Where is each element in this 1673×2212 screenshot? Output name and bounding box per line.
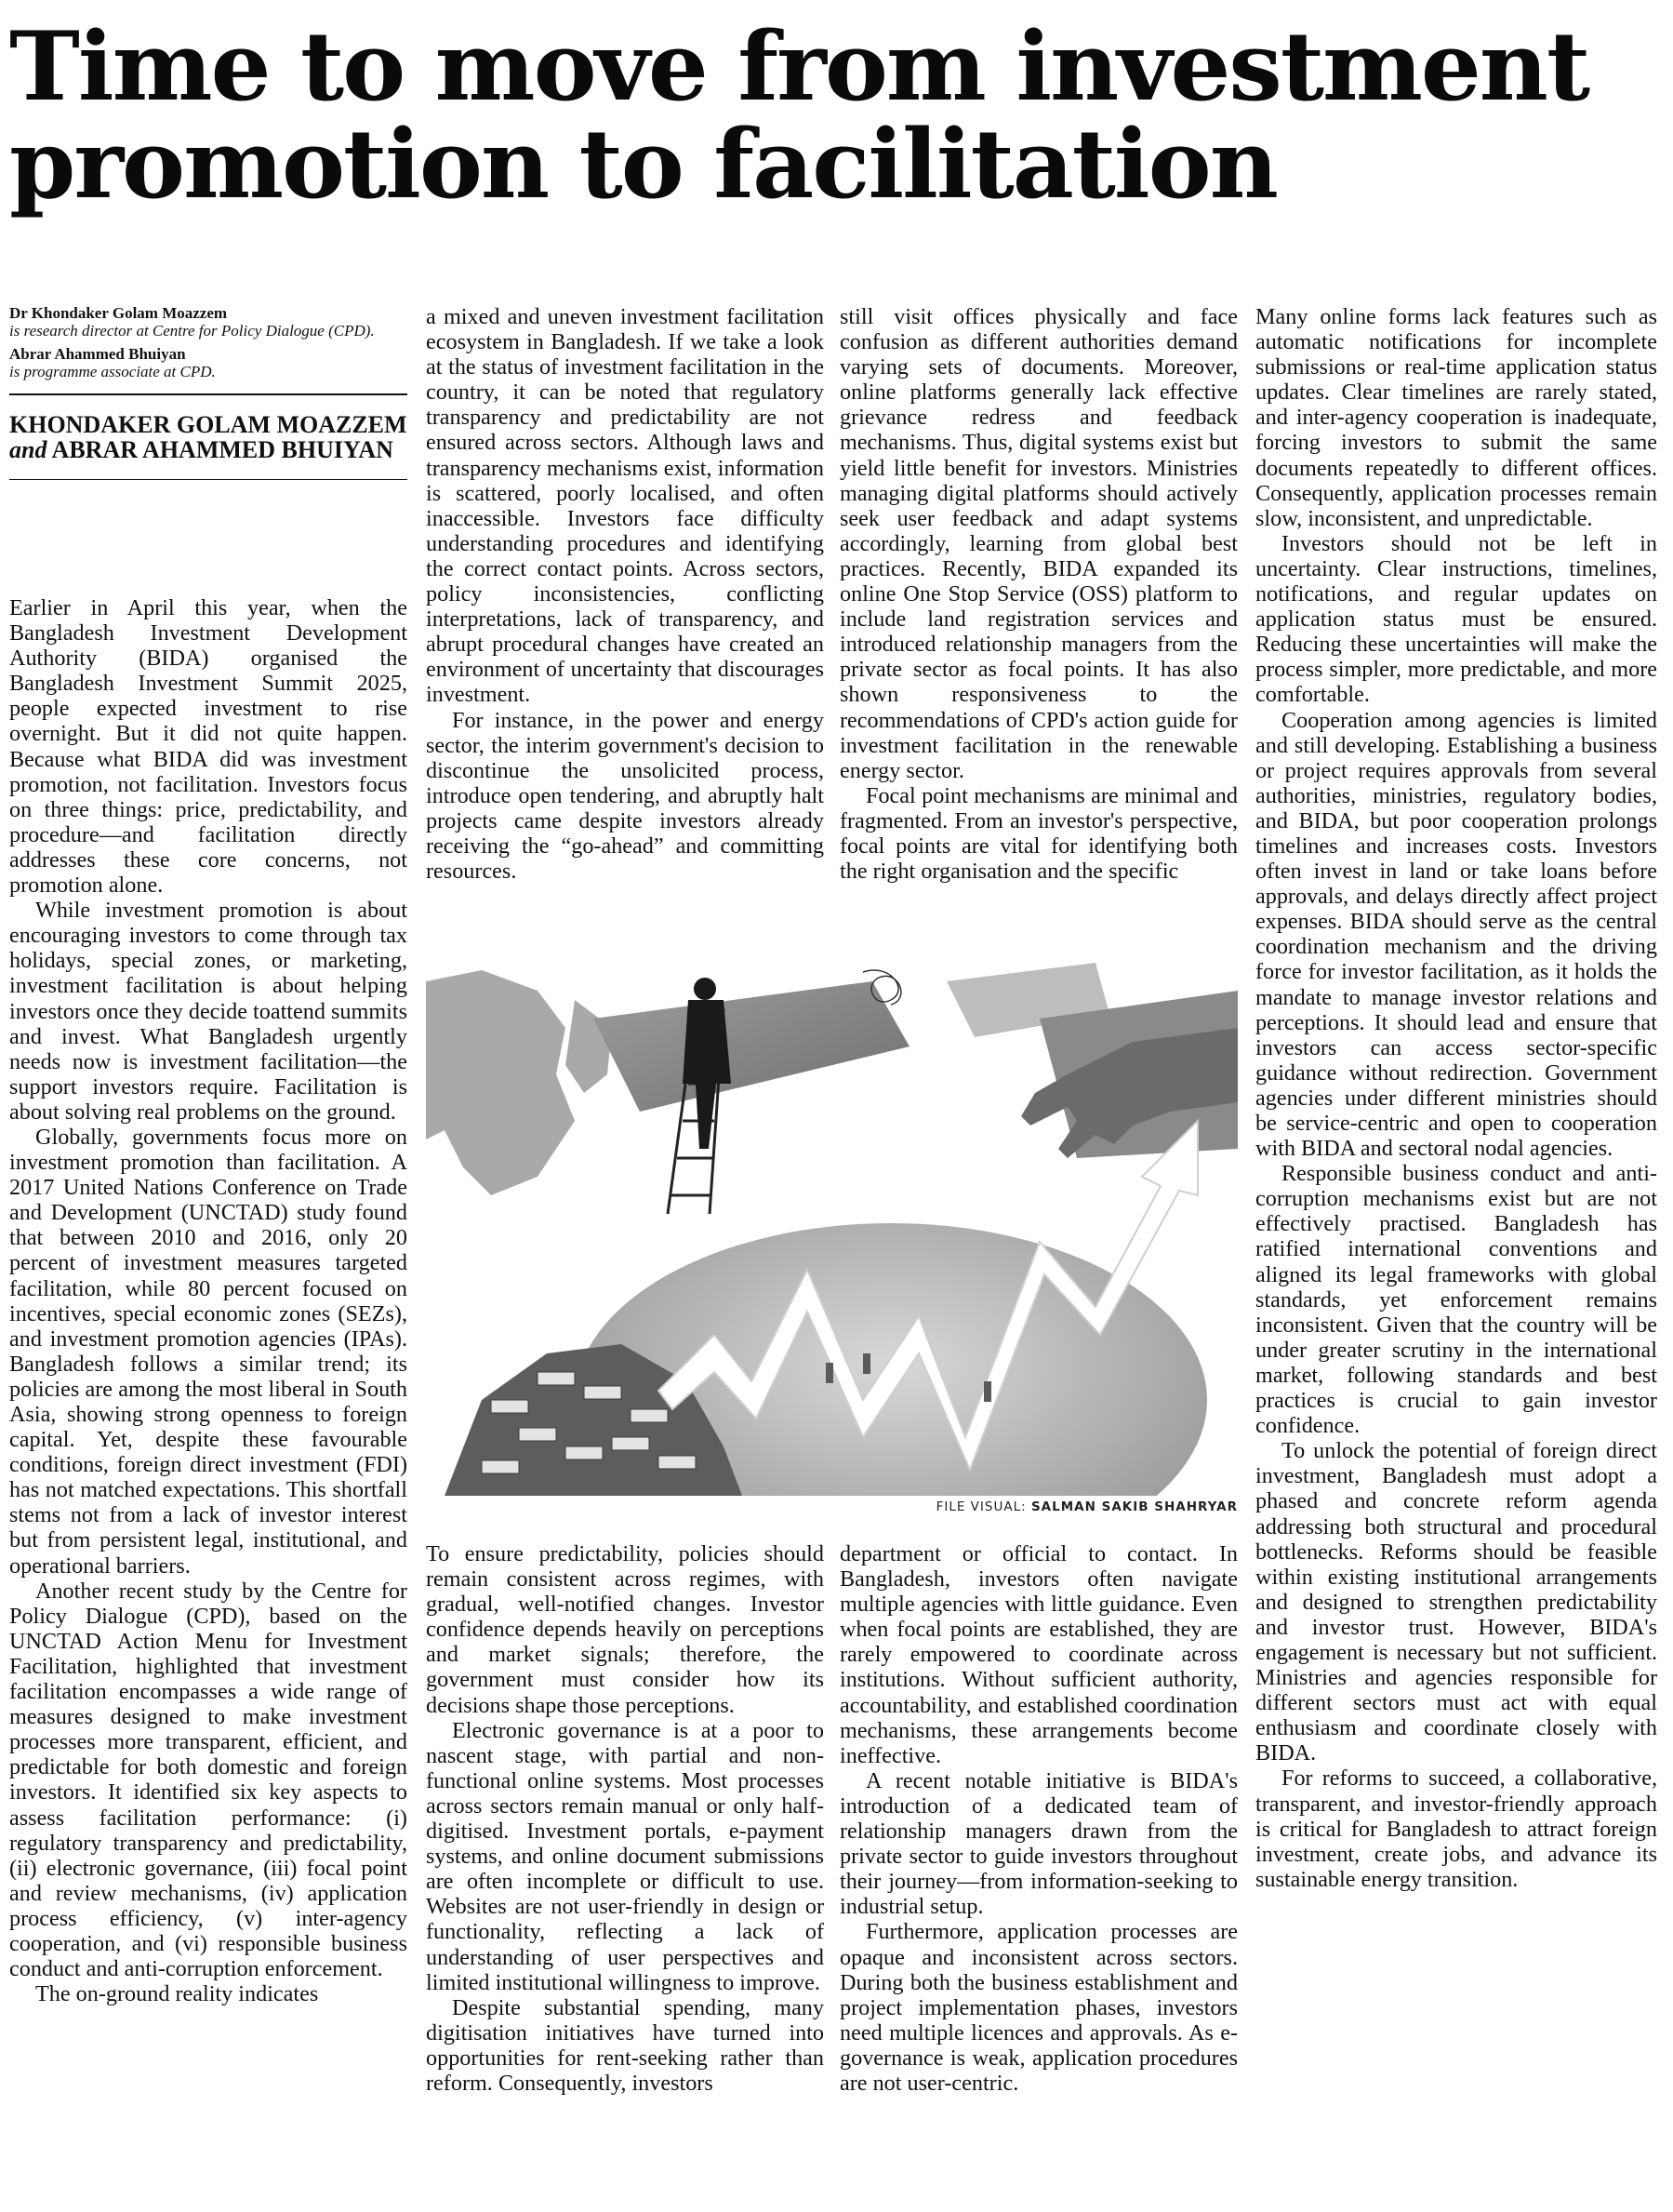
paragraph: Another recent study by the Centre for Policy Dialogue (CPD), based on the UNCTAD Action Menu for Investment Facilitation, highlighted that investment facilitation encompasses a wide range of measures designed to make investment processes more transparent, efficient, and predictable for both domestic and foreign investors. It identified six key aspects to assess facilitation performance: (i) regulatory transparency and predictability, (ii) electronic governance, (iii) focal point and review mechanisms, (iv) application process efficiency, (v) inter-agency cooperation, and (vi) responsible business conduct and anti-corruption enforcement. (9, 1578, 407, 1982)
paragraph: Furthermore, application processes are opaque and inconsistent across sectors. During both the business establishment and project implementation phases, investors need multiple licences and approvals. As e-governance is weak, application procedures are not user-centric. (840, 1919, 1238, 2096)
article-illustration (426, 963, 1238, 1496)
paragraph: To unlock the potential of foreign direct investment, Bangladesh must adopt a phased and concrete reform agenda addressing both structural and procedural bottlenecks. Reforms should be feasible within existing institutional arrangements and designed to strengthen predictability and investor trust. However, BIDA's engagement is necessary but not sufficient. Ministries and agencies responsible for different sectors must act with equal enthusiasm and coordinate closely with BIDA. (1255, 1438, 1657, 1766)
credit-name: SALMAN SAKIB SHAHRYAR (1030, 1499, 1238, 1514)
paragraph: department or official to contact. In Bangladesh, investors often navigate multiple agencies with little guidance. Even when focal points are established, they are rarely empowered to coordinate across institutions. Without sufficient authority, accountability, and established coordination mechanisms, these arrangements become ineffective. (840, 1541, 1238, 1768)
paragraph: a mixed and uneven investment facilitation ecosystem in Bangladesh. If we take a look at the status of investment facilitation in the country, it can be noted that regulatory transparency and predictability are not ensured across sectors. Although laws and transparency mechanisms exist, information is scattered, poorly localised, and often inaccessible. Investors face difficulty understanding procedures and identifying the correct contact points. Across sectors, policy inconsistencies, conflicting interpretations, lack of transparency, and abrupt procedural changes have created an environment of uncertainty that discourages investment. (426, 304, 824, 708)
paragraph: Electronic governance is at a poor to nascent stage, with partial and non-functional online systems. Most processes across sectors remain manual or only half-digitised. Investment portals, e-payment systems, and online document submissions are often incomplete or difficult to use. Websites are not user-friendly in design or functionality, reflecting a lack of understanding of user perspectives and limited institutional willingness to improve. (426, 1717, 824, 1995)
divider (9, 479, 407, 480)
author-name: Dr Khondaker Golam Moazzem (9, 304, 228, 322)
paragraph: Focal point mechanisms are minimal and fragmented. From an investor's perspective, focal points are vital for identifying both the right organisation and the specific (840, 782, 1238, 885)
paragraph: Despite substantial spending, many digitisation initiatives have turned into opportunities for rent-seeking rather than reform. Consequently, investors (426, 1994, 824, 2096)
paragraph: For reforms to succeed, a collaborative, transparent, and investor-friendly approach is critical for Bangladesh to attract foreign investment, create jobs, and advance its sustainable energy transition. (1255, 1766, 1657, 1892)
paragraph: To ensure predictability, policies should remain consistent across regimes, with gradual, well-notified changes. Investor confidence depends heavily on perceptions and market signals; therefore, the government must consider how its decisions shape those perceptions. (426, 1541, 824, 1718)
paragraph: For instance, in the power and energy sector, the interim government's decision to discontinue the unsolicited process, introduce open tendering, and abruptly halt projects came despite investors already receiving the “go-ahead” and committing resources. (426, 707, 824, 885)
paragraph: Responsible business conduct and anti-corruption mechanisms exist but are not effectively practised. Bangladesh has ratified international conventions and aligned its legal frameworks with global standards, yet enforcement remains inconsistent. Given that the country will be under greater scrutiny in the international market, following standards and best practices is crucial to gain investor confidence. (1255, 1161, 1657, 1439)
divider (9, 393, 407, 395)
author-role: is research director at Centre for Policy Dialogue (CPD). (9, 322, 375, 340)
byline (9, 412, 407, 462)
byline-second-author: ABRAR AHAMMED BHUIYAN (51, 436, 393, 463)
article-column-3-bottom (840, 1541, 1238, 2205)
paragraph: still visit offices physically and face confusion as different authorities demand varying sets of documents. Moreover, online platforms generally lack effective grievance redress and feedback mechanisms. Thus, digital systems exist but yield little benefit for investors. Ministries managing digital platforms should actively seek user feedback and adapt systems accordingly, learning from global best practices. Recently, BIDA expanded its online One Stop Service (OSS) platform to include land registration services and introduced relationship managers from the private sector as focal points. It has also shown responsiveness to the recommendations of CPD's action guide for investment facilitation in the renewable energy sector. (840, 304, 1238, 783)
article-column-2-bottom (426, 1541, 824, 2205)
paragraph: Investors should not be left in uncertainty. Clear instructions, timelines, notifications, and regular updates on application status must be ensured. Reducing these uncertainties will make the process simpler, more predictable, and more comfortable. (1255, 530, 1657, 708)
paragraph: Cooperation among agencies is limited and still developing. Establishing a business or project requires approvals from several authorities, ministries, regulatory bodies, and BIDA, but poor cooperation prolongs timelines and increases costs. Investors often invest in land or take loans before approvals, and delays directly affect project expenses. BIDA should serve as the central coordination mechanism and the driving force for investor facilitation, as it holds the mandate to manage investor relations and perceptions. It should lead and ensure that investors can access sector-specific guidance without redirection. Government agencies under different ministries should be service-centric and open to cooperation with BIDA and sectoral nodal agencies. (1255, 707, 1657, 1162)
credit-label: FILE VISUAL: (936, 1499, 1027, 1514)
article-column-1 (9, 595, 407, 2205)
paragraph: Earlier in April this year, when the Bangladesh Investment Development Authority (BIDA) organised the Bangladesh Investment Summit 2025, people expected investment to rise overnight. But it did not quite happen. Because what BIDA did was investment promotion, not facilitation. Investors focus on three things: price, predictability, and procedure—and facilitation directly addresses these core concerns, not promotion alone. (9, 595, 407, 899)
byline-first-author: KHONDAKER GOLAM MOAZZEM (9, 411, 407, 438)
paragraph: A recent notable initiative is BIDA's introduction of a dedicated team of relationship managers drawn from the private sector to guide investors throughout their journey—from information-seeking to industrial setup. (840, 1767, 1238, 1920)
paragraph: The on-ground reality indicates (35, 1981, 319, 2007)
paragraph: While investment promotion is about encouraging investors to come through tax holidays, special zones, or marketing, investment facilitation is about helping investors once they decide toattend summits and invest. What Bangladesh urgently needs now is investment facilitation—the support investors require. Facilitation is about solving real problems on the ground. (9, 898, 407, 1125)
headline-line-2: promotion to facilitation (9, 109, 1277, 220)
author-name: Abrar Ahammed Bhuiyan (9, 345, 186, 363)
paragraph: Many online forms lack features such as automatic notifications for incomplete submissions or real-time application status updates. Clear timelines are rarely stated, and inter-agency cooperation is inadequate, forcing investors to submit the same documents repeatedly to different offices. Consequently, application processes remain slow, inconsistent, and unpredictable. (1255, 304, 1657, 531)
headline-line-1: Time to move from investment (9, 11, 1589, 123)
illustration-credit (426, 1499, 1238, 1514)
article-column-4 (1255, 304, 1657, 2205)
article-column-2-top (426, 304, 824, 955)
article-column-3-top (840, 304, 1238, 955)
headline (9, 11, 1665, 220)
byline-and: and (9, 436, 47, 463)
paragraph: Globally, governments focus more on investment promotion than facilitation. A 2017 United Nations Conference on Trade and Development (UNCTAD) study found that between 2010 and 2016, only 20 percent of investment measures targeted facilitation, while 80 percent focused on incentives, special economic zones (SEZs), and investment promotion agencies (IPAs). Bangladesh follows a similar trend; its policies are among the most liberal in South Asia, showing strong openness to foreign capital. Yet, despite these favourable conditions, foreign direct investment (FDI) has not matched expectations. This shortfall stems not from a lack of investor interest but from persistent legal, institutional, and operational barriers. (9, 1124, 407, 1579)
author-role: is programme associate at CPD. (9, 363, 216, 380)
byline-box (9, 304, 407, 480)
